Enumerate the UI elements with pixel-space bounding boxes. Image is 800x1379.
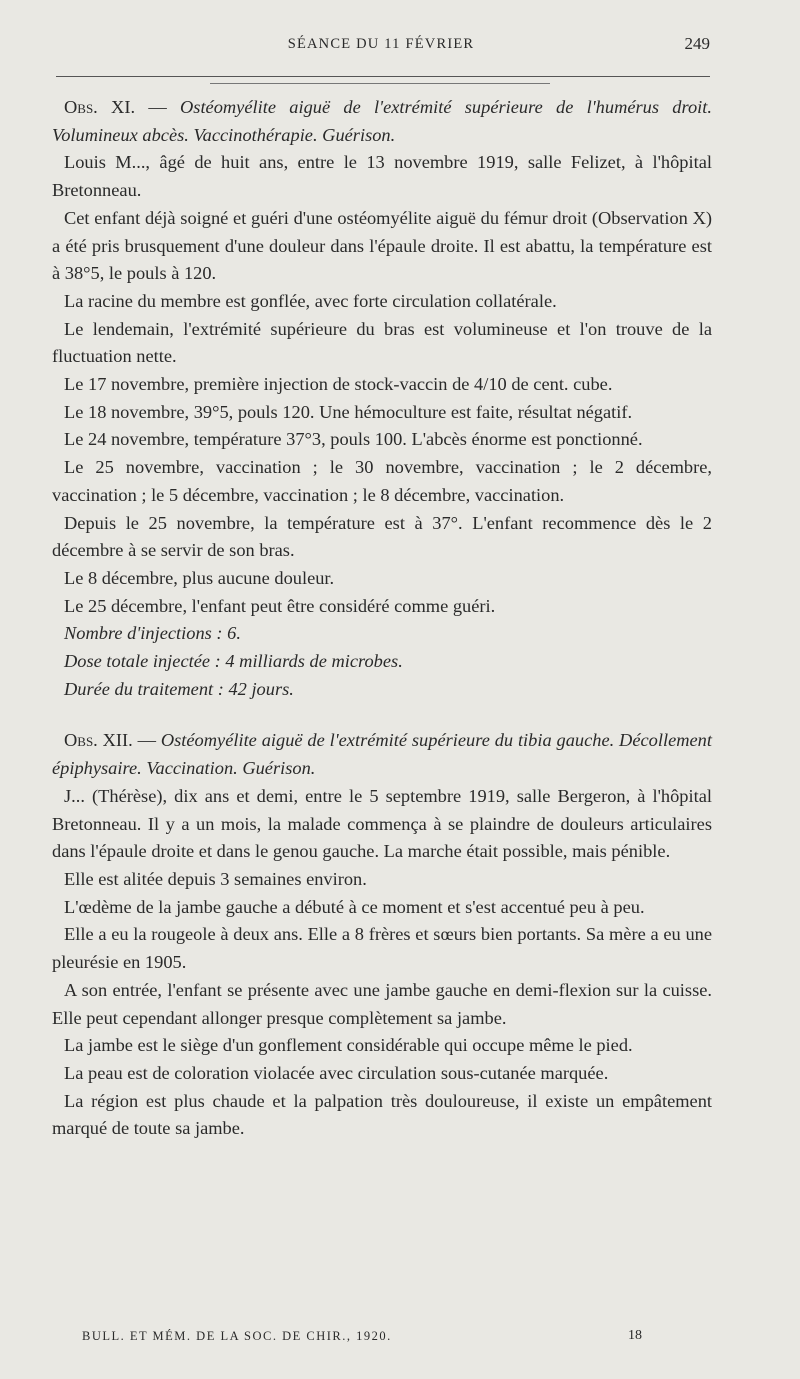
paragraph: Le 25 décembre, l'enfant peut être considéré comme guéri.: [64, 595, 496, 616]
footer-citation: BULL. ET MÉM. DE LA SOC. DE CHIR., 1920.: [82, 1329, 392, 1343]
paragraph: Le 24 novembre, température 37°3, pouls 100. L'abcès énorme est ponctionné.: [64, 429, 643, 450]
paragraph: A son entrée, l'enfant se présente avec une jambe gauche en demi-flexion sur la cuisse. Elle peut cependant allonger presque complètement sa jambe.: [52, 979, 712, 1028]
paragraph: La jambe est le siège d'un gonflement considérable qui occupe même le pied.: [64, 1035, 633, 1056]
header-rule: [56, 76, 710, 77]
obs12-dash: —: [132, 730, 161, 751]
obs11-dash: —: [135, 97, 180, 117]
paragraph: Le 17 novembre, première injection de stock-vaccin de 4/10 de cent. cube.: [64, 374, 613, 395]
obs11-label: Obs. XI.: [64, 97, 136, 117]
summary-line: Dose totale injectée : 4 milliards de microbes.: [64, 651, 403, 672]
paragraph: Le lendemain, l'extrémité supérieure du bras est volumineuse et l'on trouve de la fluctuation nette.: [52, 318, 712, 367]
paragraph: Depuis le 25 novembre, la température est à 37°. L'enfant recommence dès le 2 décembre à se servir de son bras.: [52, 512, 712, 561]
obs12-label: Obs. XII.: [64, 730, 133, 751]
paragraph: Le 18 novembre, 39°5, pouls 120. Une hémoculture est faite, résultat négatif.: [64, 401, 633, 422]
paragraph: Elle est alitée depuis 3 semaines environ.: [64, 868, 367, 889]
signature-mark: 18: [628, 1328, 642, 1343]
paragraph: La peau est de coloration violacée avec circulation sous-cutanée marquée.: [64, 1062, 609, 1083]
page-number: 249: [684, 34, 710, 53]
header-title: SÉANCE DU 11 FÉVRIER: [287, 36, 475, 52]
summary-line: Nombre d'injections : 6.: [64, 623, 241, 644]
paragraph: Le 8 décembre, plus aucune douleur.: [64, 567, 335, 588]
section-gap: [52, 703, 712, 727]
obs12-title: Ostéomyélite aiguë de l'extrémité supérieure du tibia gauche. Décollement épiphysaire. Vaccination. Guérison.: [52, 730, 712, 779]
summary-line: Durée du traitement : 42 jours.: [64, 678, 294, 699]
paragraph: La région est plus chaude et la palpation très douloureuse, il existe un empâtement marqué de toute sa jambe.: [52, 1090, 712, 1139]
paragraph: La racine du membre est gonflée, avec forte circulation collatérale.: [64, 290, 557, 311]
header-rule-secondary: [210, 83, 550, 84]
obs11-heading: [52, 94, 712, 149]
document-body: [52, 94, 712, 1143]
paragraph: L'œdème de la jambe gauche a débuté à ce moment et s'est accentué peu à peu.: [64, 896, 645, 917]
paragraph: J... (Thérèse), dix ans et demi, entre le 5 septembre 1919, salle Bergeron, à l'hôpital Bretonneau. Il y a un mois, la malade commença à se plaindre de douleurs articulaires dans l'épaule droite et dans le genou gauche. La marche était possible, mais pénible.: [52, 785, 712, 862]
obs12-heading: [52, 727, 712, 782]
running-header: [52, 36, 710, 62]
obs11-title: Ostéomyélite aiguë de l'extrémité supérieure de l'humérus droit. Volumineux abcès. Vaccinothérapie. Guérison.: [52, 97, 712, 145]
paragraph: Louis M..., âgé de huit ans, entre le 13 novembre 1919, salle Felizet, à l'hôpital Bretonneau.: [52, 152, 712, 201]
paragraph: Elle a eu la rougeole à deux ans. Elle a 8 frères et sœurs bien portants. Sa mère a eu une pleurésie en 1905.: [52, 924, 712, 973]
paragraph: Le 25 novembre, vaccination ; le 30 novembre, vaccination ; le 2 décembre, vaccination ; le 5 décembre, vaccination ; le 8 décembre, vaccination.: [52, 457, 712, 505]
paragraph: Cet enfant déjà soigné et guéri d'une ostéomyélite aiguë du fémur droit (Observation X) a été pris brusquement d'une douleur dans l'épaule droite. Il est abattu, la température est à 38°5, le pouls à 120.: [52, 207, 712, 284]
